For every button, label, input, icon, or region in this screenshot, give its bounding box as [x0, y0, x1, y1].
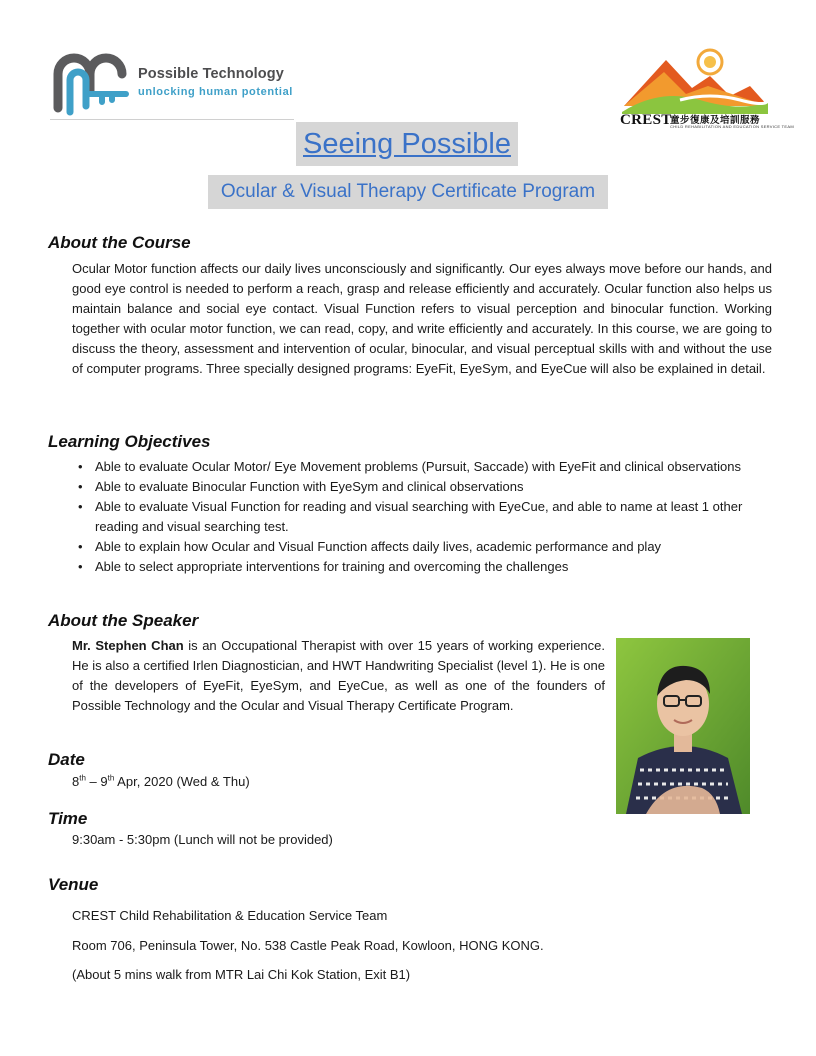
objective-item: • Able to evaluate Binocular Function with EyeSym and clinical observations — [76, 477, 776, 497]
date-heading: Date — [48, 750, 85, 769]
time-heading: Time — [48, 809, 88, 828]
date-separator: – — [85, 774, 101, 789]
date-rest: Apr, 2020 (Wed & Thu) — [114, 774, 250, 789]
page-title — [296, 122, 518, 166]
possible-technology-logo — [50, 50, 300, 120]
objective-item: • Able to evaluate Visual Function for reading and visual searching with EyeCue, and able to name at least 1 other reading and visual searching test. — [76, 497, 776, 537]
header-divider — [50, 119, 294, 120]
crest-wordmark: CREST — [620, 112, 672, 128]
learning-objectives-list — [76, 457, 776, 577]
about-speaker-heading: About the Speaker — [48, 611, 199, 630]
page-title-text: Seeing Possible — [303, 128, 511, 160]
date-end-suffix: th — [107, 773, 115, 783]
about-course-body: Ocular Motor function affects our daily lives unconsciously and significantly. Our eyes always move before our hands, and good eye control is needed to perform a reach, grasp and release efficiently and accurately. Ocular function also helps us maintain balance and social eye contact. Visual Function refers to visual perception and binocular function. Working together with ocular motor function, we can read, copy, and write efficiently and accurately. In this course, we are going to discuss the theory, assessment and intervention of ocular, binocular, and visual perceptual skills with and without the use of computer programs. Three specially designed programs: EyeFit, EyeSym, and EyeCue will also be explained in detail. — [72, 261, 772, 376]
crest-english-name: CHILD REHABILITATION AND EDUCATION SERVICE TEAM — [670, 124, 794, 129]
date-start-day: 8 — [72, 774, 80, 789]
objective-item: • Able to select appropriate interventions for training and overcoming the challenges — [76, 557, 776, 577]
speaker-bio-text: is an Occupational Therapist with over 15 years of working experience. He is also a certified Irlen Diagnostician, and HWT Handwriting Specialist (level 1). He is one of the developers of EyeFit, EyeSym, and EyeCue, as well as one of the founders of Possible Technology and the Ocular and Visual Therapy Certificate Program. — [72, 638, 605, 713]
venue-line: (About 5 mins walk from MTR Lai Chi Kok Station, Exit B1) — [72, 967, 411, 982]
venue-heading: Venue — [48, 875, 99, 894]
date-end-day: 9 — [100, 774, 108, 789]
crest-chinese-name: 童步復康及培訓服務 — [670, 115, 761, 126]
speaker-bio — [72, 636, 605, 716]
speaker-name: Mr. Stephen Chan — [72, 638, 184, 653]
venue-line: CREST Child Rehabilitation & Education Service Team — [72, 908, 388, 923]
objective-item: • Able to explain how Ocular and Visual Function affects daily lives, academic performance and play — [76, 537, 776, 557]
learning-objectives-heading: Learning Objectives — [48, 432, 211, 451]
possible-technology-name: Possible Technology — [138, 66, 284, 82]
possible-technology-tagline: unlocking human potential — [138, 86, 293, 98]
page-subtitle — [208, 175, 608, 209]
objective-item: • Able to evaluate Ocular Motor/ Eye Movement problems (Pursuit, Saccade) with EyeFit and clinical observations — [76, 457, 776, 477]
page-subtitle-text: Ocular & Visual Therapy Certificate Program — [220, 181, 596, 202]
date-start-suffix: th — [79, 773, 86, 783]
time-value: 9:30am - 5:30pm (Lunch will not be provided) — [72, 832, 333, 847]
speaker-photo — [616, 638, 750, 814]
about-course-heading: About the Course — [48, 233, 191, 252]
venue-line: Room 706, Peninsula Tower, No. 538 Castle Peak Road, Kowloon, HONG KONG. — [72, 938, 544, 953]
date-value — [72, 772, 250, 792]
